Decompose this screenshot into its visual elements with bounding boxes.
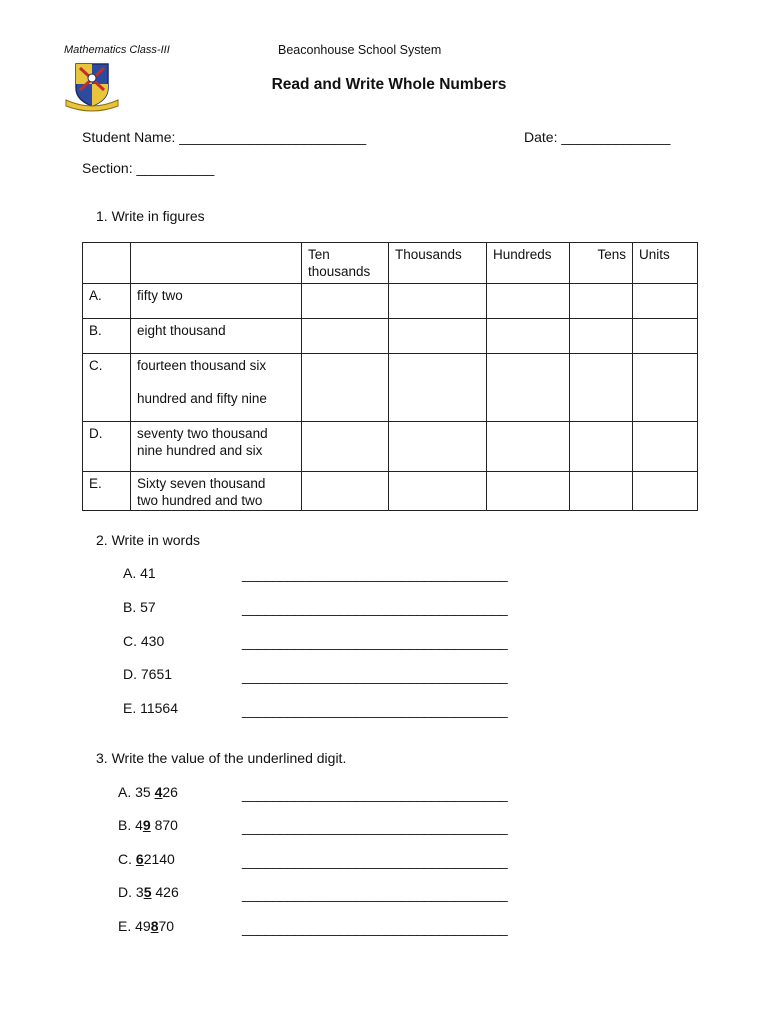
page-title: Read and Write Whole Numbers	[271, 76, 507, 93]
answer-cell[interactable]	[570, 319, 633, 354]
answer-cell[interactable]	[487, 284, 570, 319]
header-hundreds: Hundreds	[487, 243, 570, 284]
q3-item-e: E. 49870	[118, 918, 175, 934]
answer-cell[interactable]	[302, 422, 389, 472]
answer-cell[interactable]	[389, 354, 487, 422]
answer-cell[interactable]	[570, 472, 633, 511]
row-letter: A.	[83, 284, 131, 319]
answer-cell[interactable]	[487, 422, 570, 472]
q2-answer-line-a[interactable]: ___________________________________	[242, 566, 508, 582]
answer-cell[interactable]	[302, 354, 389, 422]
answer-cell[interactable]	[633, 354, 698, 422]
header-units: Units	[633, 243, 698, 284]
table-header-row	[83, 243, 698, 284]
row-text: fifty two	[131, 284, 302, 319]
question-3-prompt: 3. Write the value of the underlined digit.	[96, 750, 347, 766]
date-field[interactable]: Date: ______________	[524, 129, 671, 145]
row-letter: B.	[83, 319, 131, 354]
underlined-digit: 6	[135, 851, 144, 867]
q3-item-d: D. 35 426	[118, 884, 179, 900]
answer-cell[interactable]	[633, 284, 698, 319]
q2-item-a: A. 41	[123, 565, 156, 581]
answer-cell[interactable]	[633, 422, 698, 472]
q3-item-a: A. 35 426	[118, 784, 178, 800]
q2-item-c: C. 430	[123, 633, 165, 649]
table-row	[83, 422, 698, 472]
header-tens: Tens	[570, 243, 633, 284]
q3-answer-line-b[interactable]: ___________________________________	[242, 819, 508, 835]
q2-item-b: B. 57	[123, 599, 156, 615]
q3-answer-line-c[interactable]: ___________________________________	[242, 853, 508, 869]
row-letter: D.	[83, 422, 131, 472]
table-row	[83, 354, 698, 422]
q2-item-e: E. 11564	[123, 700, 179, 716]
answer-cell[interactable]	[302, 472, 389, 511]
row-text: Sixty seven thousand two hundred and two	[131, 472, 302, 511]
q2-answer-line-e[interactable]: ___________________________________	[242, 702, 508, 718]
table-row	[83, 284, 698, 319]
q3-item-b: B. 49 870	[118, 817, 178, 833]
section-field[interactable]: Section: __________	[82, 160, 215, 176]
answer-cell[interactable]	[570, 422, 633, 472]
answer-cell[interactable]	[633, 472, 698, 511]
table-row	[83, 319, 698, 354]
table-row	[83, 472, 698, 511]
row-text: fourteen thousand six hundred and fifty nine	[131, 354, 302, 422]
answer-cell[interactable]	[487, 319, 570, 354]
answer-cell[interactable]	[570, 284, 633, 319]
answer-cell[interactable]	[389, 319, 487, 354]
header-letter-cell	[83, 243, 131, 284]
course-label: Mathematics Class-III	[64, 44, 170, 56]
answer-cell[interactable]	[302, 319, 389, 354]
answer-cell[interactable]	[302, 284, 389, 319]
underlined-digit: 8	[150, 918, 159, 934]
answer-cell[interactable]	[487, 472, 570, 511]
row-letter: C.	[83, 354, 131, 422]
underlined-digit: 5	[143, 884, 152, 900]
q3-answer-line-d[interactable]: ___________________________________	[242, 886, 508, 902]
q2-answer-line-d[interactable]: ___________________________________	[242, 668, 508, 684]
q3-answer-line-e[interactable]: ___________________________________	[242, 920, 508, 936]
row-text: seventy two thousand nine hundred and six	[131, 422, 302, 472]
row-text: eight thousand	[131, 319, 302, 354]
row-letter: E.	[83, 472, 131, 511]
answer-cell[interactable]	[389, 422, 487, 472]
answer-cell[interactable]	[570, 354, 633, 422]
underlined-digit: 4	[154, 784, 163, 800]
q2-item-d: D. 7651	[123, 666, 173, 682]
question-2-prompt: 2. Write in words	[96, 532, 200, 548]
write-in-figures-table	[82, 242, 698, 511]
answer-cell[interactable]	[633, 319, 698, 354]
header-thousands: Thousands	[389, 243, 487, 284]
q2-answer-line-c[interactable]: ___________________________________	[242, 634, 508, 650]
q3-answer-line-a[interactable]: ___________________________________	[242, 786, 508, 802]
answer-cell[interactable]	[389, 472, 487, 511]
q2-answer-line-b[interactable]: ___________________________________	[242, 600, 508, 616]
answer-cell[interactable]	[487, 354, 570, 422]
header-ten-thousands: Ten thousands	[302, 243, 389, 284]
underlined-digit: 9	[142, 817, 151, 833]
question-1-prompt: 1. Write in figures	[96, 208, 205, 224]
answer-cell[interactable]	[389, 284, 487, 319]
student-name-field[interactable]: Student Name: ________________________	[82, 129, 367, 145]
q3-item-c: C. 62140	[118, 851, 175, 867]
header-text-cell	[131, 243, 302, 284]
school-name: Beaconhouse School System	[278, 43, 442, 57]
